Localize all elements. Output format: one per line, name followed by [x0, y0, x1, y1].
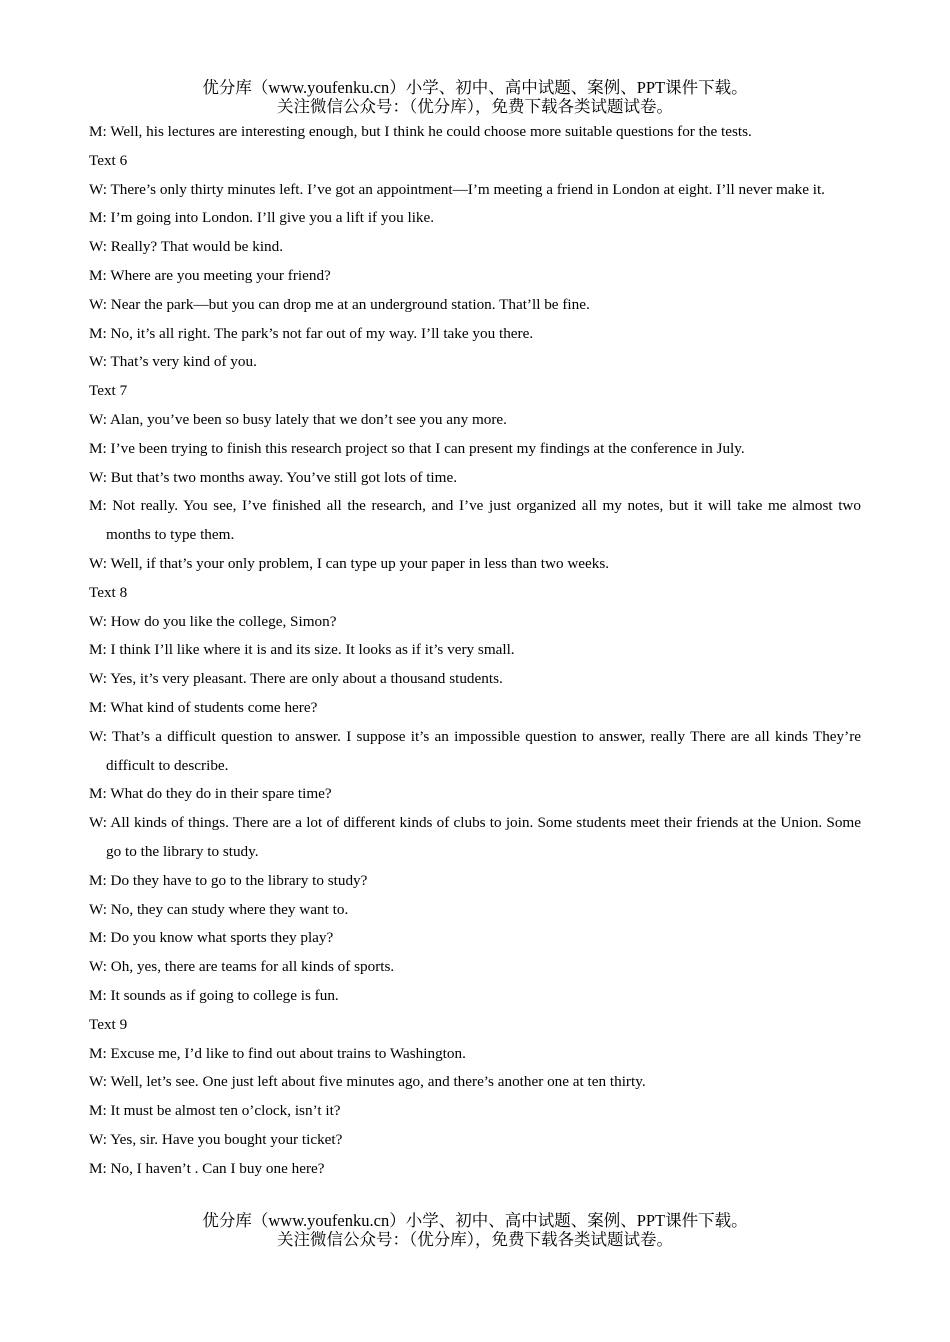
section-heading-text-7: Text 7 — [89, 382, 128, 400]
section-heading-text-8: Text 8 — [89, 583, 128, 601]
transcript-body — [89, 118, 861, 1183]
dialogue-line: W: That’s a difficult question to answer. I suppose it’s an impossible question to answer, really There are all kinds They’re difficult to describe. — [89, 727, 861, 774]
dialogue-line: M: Where are you meeting your friend? — [89, 266, 331, 284]
dialogue-line: W: Yes, sir. Have you bought your ticket? — [89, 1130, 343, 1148]
dialogue-line: W: That’s very kind of you. — [89, 353, 257, 371]
dialogue-line: W: Well, let’s see. One just left about five minutes ago, and there’s another one at ten thirty. — [89, 1073, 646, 1091]
footer-line-2: 关注微信公众号：（优分库），免费下载各类试题试卷。 — [277, 1230, 673, 1249]
dialogue-line: W: Really? That would be kind. — [89, 238, 284, 256]
dialogue-line: M: Do they have to go to the library to study? — [89, 871, 368, 889]
dialogue-line: M: Do you know what sports they play? — [89, 929, 334, 947]
dialogue-line: W: All kinds of things. There are a lot of different kinds of clubs to join. Some students meet their friends at the Union. Some go to the library to study. — [89, 814, 861, 860]
dialogue-line: W: But that’s two months away. You’ve still got lots of time. — [89, 468, 458, 486]
dialogue-line: M: It must be almost ten o’clock, isn’t it? — [89, 1102, 341, 1120]
dialogue-line: M: Well, his lectures are interesting enough, but I think he could choose more suitable questions for the tests. — [89, 123, 752, 140]
footer-banner — [0, 1211, 950, 1249]
dialogue-line: W: Near the park—but you can drop me at an underground station. That’ll be fine. — [89, 295, 590, 313]
header-banner — [0, 78, 950, 116]
footer-line-1: 优分库（www.youfenku.cn）小学、初中、高中试题、案例、PPT课件下载。 — [202, 1211, 748, 1230]
header-line-2: 关注微信公众号：（优分库），免费下载各类试题试卷。 — [277, 97, 673, 116]
section-heading-text-9: Text 9 — [89, 1015, 128, 1033]
dialogue-line: M: No, it’s all right. The park’s not far out of my way. I’ll take you there. — [89, 324, 534, 342]
dialogue-line: W: Oh, yes, there are teams for all kinds of sports. — [89, 958, 395, 976]
dialogue-line: W: Yes, it’s very pleasant. There are only about a thousand students. — [89, 670, 503, 688]
dialogue-line: W: Well, if that’s your only problem, I can type up your paper in less than two weeks. — [89, 554, 610, 572]
dialogue-line: W: Alan, you’ve been so busy lately that we don’t see you any more. — [89, 410, 507, 428]
dialogue-line: M: I’ve been trying to finish this research project so that I can present my findings at the conference in July. — [89, 439, 745, 457]
dialogue-line: W: There’s only thirty minutes left. I’ve got an appointment—I’m meeting a friend in London at eight. I’ll never make it. — [89, 180, 825, 198]
dialogue-line: M: I’m going into London. I’ll give you a lift if you like. — [89, 209, 435, 227]
dialogue-line: M: What do they do in their spare time? — [89, 785, 332, 803]
header-line-1: 优分库（www.youfenku.cn）小学、初中、高中试题、案例、PPT课件下载。 — [202, 78, 748, 97]
section-heading-text-6: Text 6 — [89, 151, 128, 169]
dialogue-line: M: Excuse me, I’d like to find out about trains to Washington. — [89, 1044, 466, 1062]
dialogue-line: W: How do you like the college, Simon? — [89, 612, 337, 630]
dialogue-line: M: It sounds as if going to college is fun. — [89, 986, 339, 1004]
dialogue-line: M: I think I’ll like where it is and its size. It looks as if it’s very small. — [89, 641, 515, 659]
dialogue-line: M: No, I haven’t . Can I buy one here? — [89, 1159, 325, 1177]
dialogue-line: M: What kind of students come here? — [89, 698, 318, 716]
dialogue-line: W: No, they can study where they want to. — [89, 900, 349, 918]
dialogue-line: M: Not really. You see, I’ve finished all the research, and I’ve just organized all my notes, but it will take me almost two months to type them. — [89, 497, 861, 544]
